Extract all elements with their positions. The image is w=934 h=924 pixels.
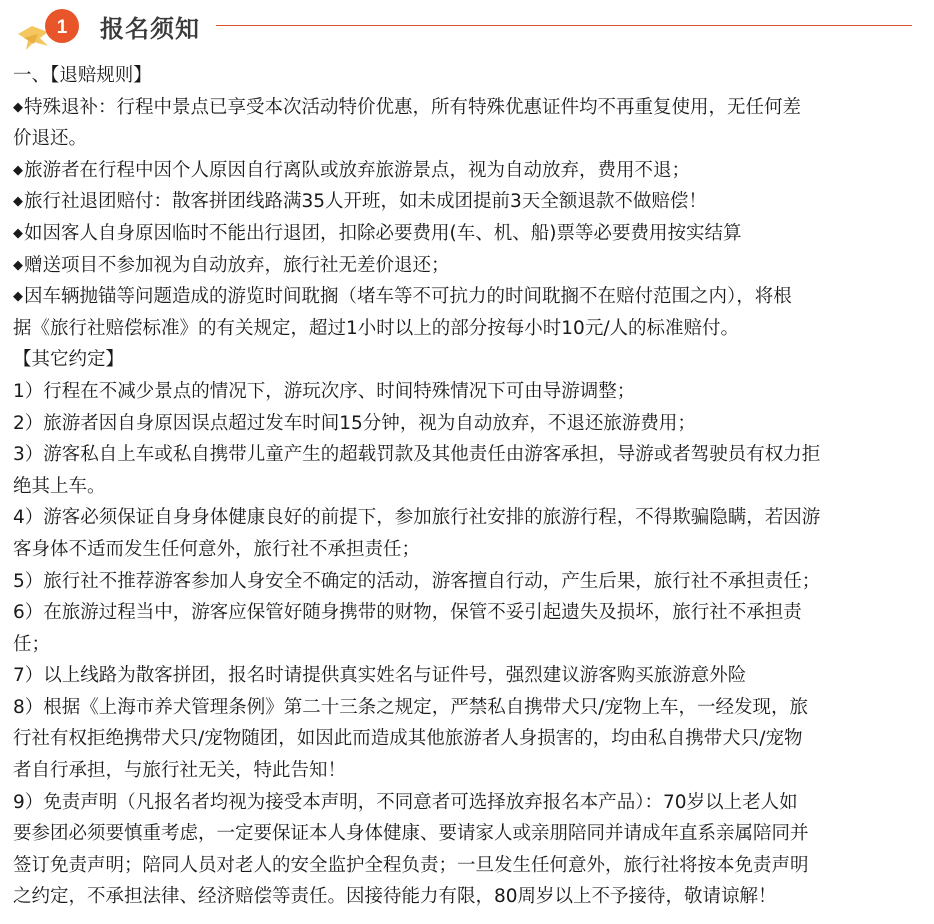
other-term-item xyxy=(13,502,913,565)
refund-rule-text: 旅游者在行程中因个人原因自行离队或放弃旅游景点，视为自动放弃，费用不退； xyxy=(24,159,691,181)
diamond-bullet-icon: ◆ xyxy=(13,289,23,305)
refund-rule-item xyxy=(13,218,913,250)
diamond-bullet-icon: ◆ xyxy=(13,162,23,178)
other-term-item xyxy=(13,408,913,440)
other-term-item xyxy=(13,439,913,502)
other-term-line: 行社有权拒绝携带犬只/宠物随团，如因此而造成其他旅游者人身损害的，均由私自携带犬只/宠物 xyxy=(13,728,803,750)
refund-rule-text: 如因客人自身原因临时不能出行退团，扣除必要费用(车、机、船)票等必要费用按实结算 xyxy=(24,222,742,244)
other-term-line: 签订免责声明；陪同人员对老人的安全监护全程负责；一旦发生任何意外，旅行社将按本免责声明 xyxy=(13,854,809,876)
refund-rules-list xyxy=(13,92,913,345)
refund-rule-item xyxy=(13,155,913,187)
refund-rule-item xyxy=(13,92,913,155)
other-term-line: 7）以上线路为散客拼团，报名时请提供真实姓名与证件号，强烈建议游客购买旅游意外险 xyxy=(13,665,747,687)
section-header xyxy=(0,0,934,56)
other-term-line: 之约定，不承担法律、经济赔偿等责任。因接待能力有限，80周岁以上不予接待，敬请谅解！ xyxy=(13,886,777,908)
other-terms-list xyxy=(13,376,913,913)
refund-rule-line xyxy=(13,281,913,313)
other-term-line: 6）在旅游过程当中，游客应保管好随身携带的财物，保管不妥引起遗失及损坏，旅行社不承担责 xyxy=(13,602,802,624)
refund-rule-text: 因车辆抛锚等问题造成的游览时间耽搁（堵车等不可抗力的时间耽搁不在赔付范围之内），将根 xyxy=(24,286,792,308)
other-term-line: 4）游客必须保证自身身体健康良好的前提下，参加旅行社安排的旅游行程，不得欺骗隐瞒，若因游 xyxy=(13,507,821,529)
refund-rule-item xyxy=(13,186,913,218)
refund-rule-line xyxy=(13,313,913,345)
other-term-line: 客身体不适而发生任何意外，旅行社不承担责任； xyxy=(13,538,421,560)
other-term-line: 5）旅行社不推荐游客参加人身安全不确定的活动，游客擅自行动，产生后果，旅行社不承担责任； xyxy=(13,570,821,592)
refund-rule-line xyxy=(13,123,913,155)
other-term-line: 8）根据《上海市养犬管理条例》第二十三条之规定，严禁私自携带犬只/宠物上车，一经发现，旅 xyxy=(13,696,809,718)
refund-rule-text: 赠送项目不参加视为自动放弃，旅行社无差价退还； xyxy=(24,254,450,276)
refund-rule-line xyxy=(13,250,913,282)
other-term-item xyxy=(13,566,913,598)
refund-rule-text: 特殊退补：行程中景点已享受本次活动特价优惠，所有特殊优惠证件均不再重复使用，无任何差 xyxy=(24,96,802,118)
header-divider xyxy=(216,25,912,26)
refund-rule-text: 据《旅行社赔偿标准》的有关规定，超过1小时以上的部分按每小时10元/人的标准赔付。 xyxy=(13,317,740,339)
other-term-item xyxy=(13,787,913,913)
refund-rule-line xyxy=(13,218,913,250)
other-term-line: 要参团必须要慎重考虑，一定要保证本人身体健康、要请家人或亲朋陪同并请成年直系亲属陪同并 xyxy=(13,823,809,845)
refund-rule-line xyxy=(13,92,913,124)
refund-rule-line xyxy=(13,186,913,218)
refund-rule-text: 价退还。 xyxy=(13,128,88,150)
other-term-line: 任； xyxy=(13,633,51,655)
number-badge xyxy=(14,4,94,54)
other-term-line: 3）游客私自上车或私自携带儿童产生的超载罚款及其他责任由游客承担，导游或者驾驶员有权力拒 xyxy=(13,444,821,466)
other-terms-heading: 【其它约定】 xyxy=(13,349,125,371)
refund-rule-item xyxy=(13,250,913,282)
other-term-item xyxy=(13,692,913,787)
refund-rule-text: 旅行社退团赔付：散客拼团线路满35人开班，如未成团提前3天全额退款不做赔偿！ xyxy=(24,191,707,213)
notice-body xyxy=(13,60,913,913)
refund-rule-item xyxy=(13,281,913,344)
other-term-line: 9）免责声明（凡报名者均视为接受本声明，不同意者可选择放弃报名本产品）：70岁以上老人如 xyxy=(13,791,798,813)
page-title: 报名须知 xyxy=(100,15,200,43)
other-term-item xyxy=(13,376,913,408)
other-term-item xyxy=(13,660,913,692)
other-term-line: 绝其上车。 xyxy=(13,475,106,497)
refund-rules-heading: 一、【退赔规则】 xyxy=(13,65,152,86)
diamond-bullet-icon: ◆ xyxy=(13,225,23,241)
other-term-line: 1）行程在不减少景点的情况下，游玩次序、时间特殊情况下可由导游调整； xyxy=(13,380,636,402)
other-term-line: 者自行承担，与旅行社无关，特此告知！ xyxy=(13,760,347,782)
refund-rule-line xyxy=(13,155,913,187)
diamond-bullet-icon: ◆ xyxy=(13,99,23,115)
other-term-line: 2）旅游者因自身原因误点超过发车时间15分钟，视为自动放弃，不退还旅游费用； xyxy=(13,412,696,434)
diamond-bullet-icon: ◆ xyxy=(13,194,23,210)
diamond-bullet-icon: ◆ xyxy=(13,257,23,273)
other-term-item xyxy=(13,597,913,660)
step-number: 1 xyxy=(56,17,68,38)
